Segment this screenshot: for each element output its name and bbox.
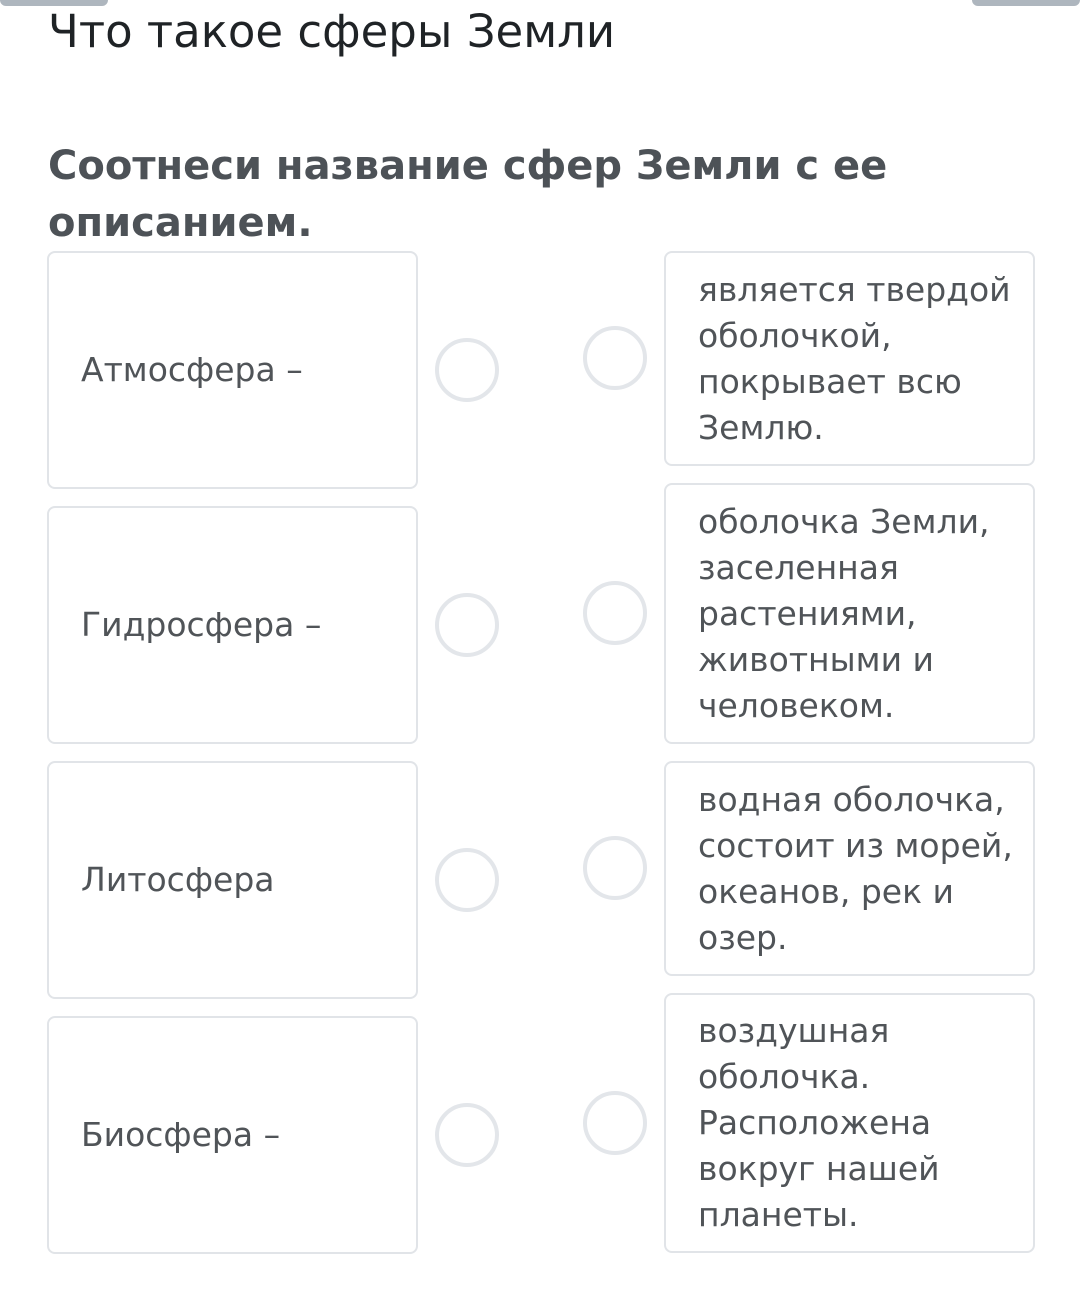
right-card-description: воздушная оболочка. Расположена вокруг нашей планеты. — [698, 1011, 940, 1234]
right-card-4[interactable] — [664, 993, 1035, 1253]
left-card-label: Биосфера – — [81, 1115, 281, 1154]
left-card-label: Литосфера — [81, 860, 275, 899]
left-radio-1[interactable] — [435, 338, 499, 402]
left-card-label: Гидросфера – — [81, 605, 322, 644]
left-card-hydrosphere[interactable] — [47, 506, 418, 744]
right-radio-4[interactable] — [583, 1091, 647, 1155]
task-title: Соотнеси название сфер Земли с ее описанием. — [48, 143, 888, 246]
left-card-biosphere[interactable] — [47, 1016, 418, 1254]
right-card-description: является твердой оболочкой, покрывает всю Землю. — [698, 269, 1011, 447]
left-card-atmosphere[interactable] — [47, 251, 418, 489]
right-radio-2[interactable] — [583, 581, 647, 645]
left-radio-4[interactable] — [435, 1103, 499, 1167]
right-card-3[interactable] — [664, 761, 1035, 976]
left-card-label: Атмосфера – — [81, 350, 303, 389]
left-radio-3[interactable] — [435, 848, 499, 912]
right-card-description: водная оболочка, состоит из морей, океанов, рек и озер. — [698, 779, 1013, 957]
topic-title: Что такое сферы Земли — [48, 5, 616, 58]
top-tab-right[interactable] — [972, 0, 1080, 6]
right-radio-3[interactable] — [583, 836, 647, 900]
right-card-description: оболочка Земли, заселенная растениями, животными и человеком. — [698, 501, 990, 725]
right-card-2[interactable] — [664, 483, 1035, 744]
right-radio-1[interactable] — [583, 326, 647, 390]
right-card-1[interactable] — [664, 251, 1035, 466]
left-card-lithosphere[interactable] — [47, 761, 418, 999]
left-radio-2[interactable] — [435, 593, 499, 657]
